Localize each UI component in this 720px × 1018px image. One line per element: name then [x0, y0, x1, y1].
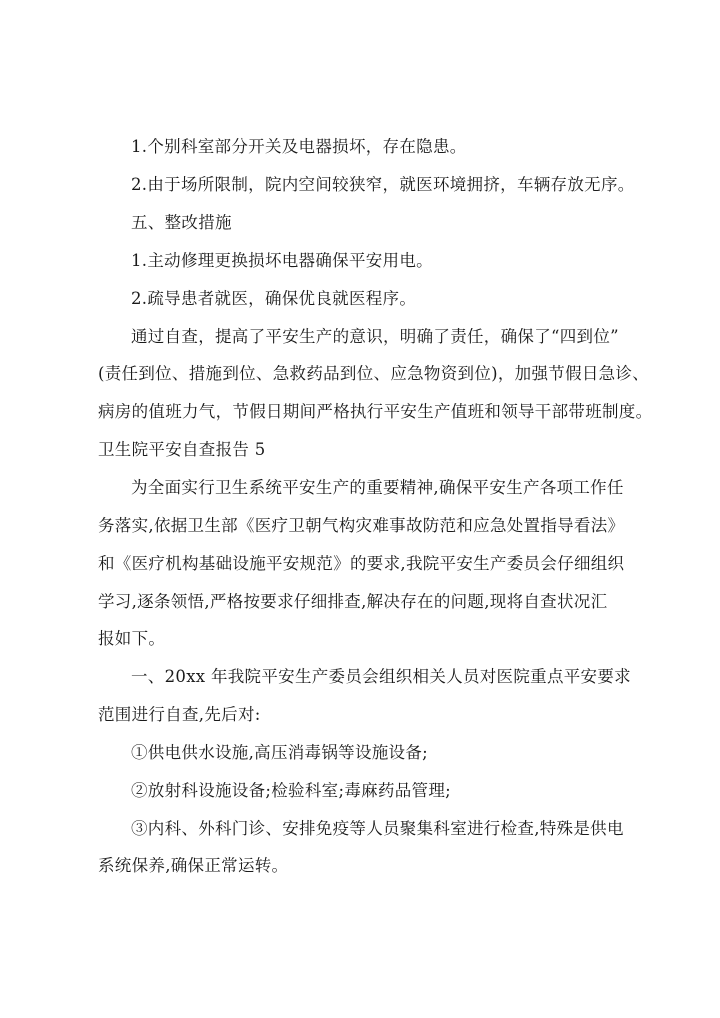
problem-item-2: 2.由于场所限制，院内空间较狭窄，就医环境拥挤，车辆存放无序。	[131, 175, 635, 194]
intro-line-4: 学习,逐条领悟,严格按要求仔细排查,解决存在的问题,现将自查状况汇	[98, 592, 608, 611]
rectification-item-1: 1.主动修理更换损坏电器确保平安用电。	[131, 251, 433, 270]
list-item-3-line-1: ③内科、外科门诊、安排免疫等人员聚集科室进行检查,特殊是供电	[131, 819, 624, 838]
summary-line-3: 病房的值班力气，节假日期间严格执行平安生产值班和领导干部带班制度。	[98, 402, 653, 421]
summary-line-2: (责任到位、措施到位、急救药品到位、应急物资到位)，加强节假日急诊、	[98, 364, 650, 383]
intro-line-2: 务落实,依据卫生部《医疗卫朝气构灾难事故防范和应急处置指导看法》	[98, 516, 625, 535]
list-item-1: ①供电供水设施,高压消毒锅等设施设备;	[131, 743, 429, 762]
intro-line-3: 和《医疗机构基础设施平安规范》的要求,我院平安生产委员会仔细组织	[98, 554, 625, 573]
list-item-2: ②放射科设施设备;检验科室;毒麻药品管理;	[131, 781, 451, 800]
rectification-item-2: 2.疏导患者就医，确保优良就医程序。	[131, 289, 417, 308]
report-title: 卫生院平安自查报告 5	[98, 440, 266, 459]
section-heading-rectification: 五、整改措施	[131, 213, 232, 232]
problem-item-1: 1.个别科室部分开关及电器损坏，存在隐患。	[131, 137, 467, 156]
list-item-3-line-2: 系统保养,确保正常运转。	[98, 856, 289, 875]
intro-line-5: 报如下。	[98, 629, 166, 648]
point-1-line-2: 范围进行自查,先后对:	[98, 705, 261, 724]
point-1-line-1: 一、20xx 年我院平安生产委员会组织相关人员对医院重点平安要求	[131, 667, 631, 686]
summary-line-1: 通过自查，提高了平安生产的意识，明确了责任，确保了“四到位”	[131, 327, 619, 346]
intro-line-1: 为全面实行卫生系统平安生产的重要精神,确保平安生产各项工作任	[131, 478, 624, 497]
